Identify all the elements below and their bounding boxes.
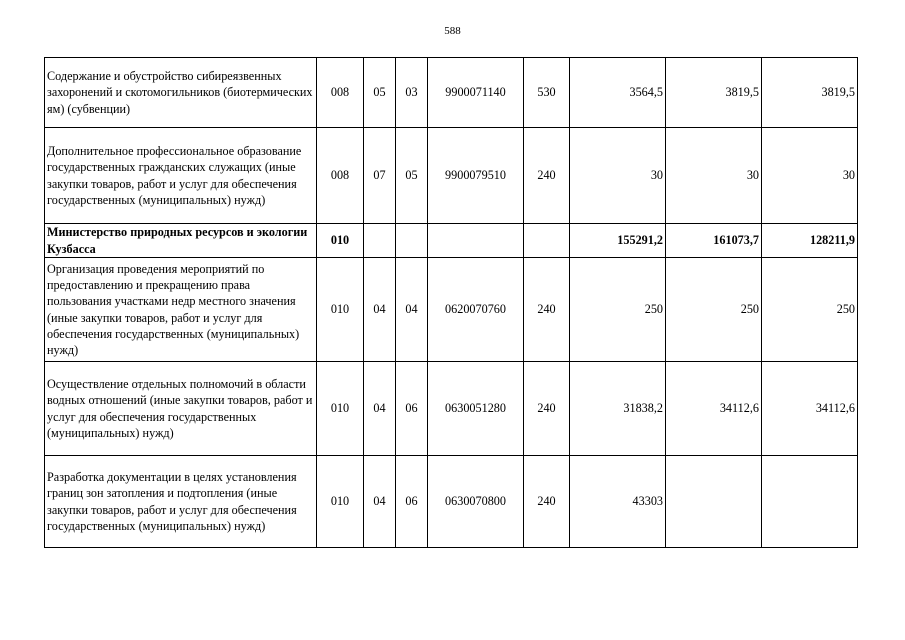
expense-type: 240 <box>524 362 570 456</box>
table-row <box>45 258 858 362</box>
ministry-code: 010 <box>317 224 364 258</box>
ministry-code: 010 <box>317 362 364 456</box>
amount-year-3: 3819,5 <box>762 58 858 128</box>
target-article: 9900079510 <box>428 128 524 224</box>
subsection-code: 05 <box>396 128 428 224</box>
amount-year-2: 161073,7 <box>666 224 762 258</box>
subsection-code: 04 <box>396 258 428 362</box>
section-code: 07 <box>364 128 396 224</box>
expense-type: 240 <box>524 128 570 224</box>
row-name: Организация проведения мероприятий по предоставлению и прекращению права пользования участками недр местного значения (иные закупки товаров, работ и услуг для обеспечения государственных (муниципальных) нужд) <box>45 258 317 362</box>
amount-year-2: 250 <box>666 258 762 362</box>
amount-year-2 <box>666 456 762 548</box>
expense-type: 530 <box>524 58 570 128</box>
expense-type <box>524 224 570 258</box>
amount-year-2: 34112,6 <box>666 362 762 456</box>
amount-year-3: 30 <box>762 128 858 224</box>
amount-year-2: 3819,5 <box>666 58 762 128</box>
target-article: 0620070760 <box>428 258 524 362</box>
expense-type: 240 <box>524 456 570 548</box>
amount-year-1: 250 <box>570 258 666 362</box>
section-code: 04 <box>364 362 396 456</box>
section-code <box>364 224 396 258</box>
target-article <box>428 224 524 258</box>
section-code: 05 <box>364 58 396 128</box>
amount-year-1: 155291,2 <box>570 224 666 258</box>
table-row <box>45 128 858 224</box>
section-code: 04 <box>364 456 396 548</box>
ministry-code: 010 <box>317 456 364 548</box>
amount-year-1: 3564,5 <box>570 58 666 128</box>
row-name: Министерство природных ресурсов и экологии Кузбасса <box>45 224 317 258</box>
amount-year-3: 128211,9 <box>762 224 858 258</box>
ministry-code: 008 <box>317 58 364 128</box>
section-code: 04 <box>364 258 396 362</box>
amount-year-1: 31838,2 <box>570 362 666 456</box>
subsection-code: 06 <box>396 362 428 456</box>
target-article: 9900071140 <box>428 58 524 128</box>
target-article: 0630051280 <box>428 362 524 456</box>
amount-year-1: 43303 <box>570 456 666 548</box>
table-row <box>45 58 858 128</box>
amount-year-1: 30 <box>570 128 666 224</box>
amount-year-3 <box>762 456 858 548</box>
budget-table <box>44 57 858 548</box>
target-article: 0630070800 <box>428 456 524 548</box>
row-name: Дополнительное профессиональное образование государственных гражданских служащих (иные закупки товаров, работ и услуг для обеспечения государственных (муниципальных) нужд) <box>45 128 317 224</box>
amount-year-2: 30 <box>666 128 762 224</box>
expense-type: 240 <box>524 258 570 362</box>
amount-year-3: 34112,6 <box>762 362 858 456</box>
row-name: Разработка документации в целях установления границ зон затопления и подтопления (иные закупки товаров, работ и услуг для обеспечения государственных (муниципальных) нужд) <box>45 456 317 548</box>
table-row-ministry-total <box>45 224 858 258</box>
table-row <box>45 362 858 456</box>
page-number: 588 <box>444 25 461 37</box>
row-name: Осуществление отдельных полномочий в области водных отношений (иные закупки товаров, работ и услуг для обеспечения государственных (муниципальных) нужд) <box>45 362 317 456</box>
subsection-code <box>396 224 428 258</box>
subsection-code: 03 <box>396 58 428 128</box>
amount-year-3: 250 <box>762 258 858 362</box>
table-row <box>45 456 858 548</box>
ministry-code: 008 <box>317 128 364 224</box>
ministry-code: 010 <box>317 258 364 362</box>
subsection-code: 06 <box>396 456 428 548</box>
row-name: Содержание и обустройство сибиреязвенных захоронений и скотомогильников (биотермических ям) (субвенции) <box>45 58 317 128</box>
